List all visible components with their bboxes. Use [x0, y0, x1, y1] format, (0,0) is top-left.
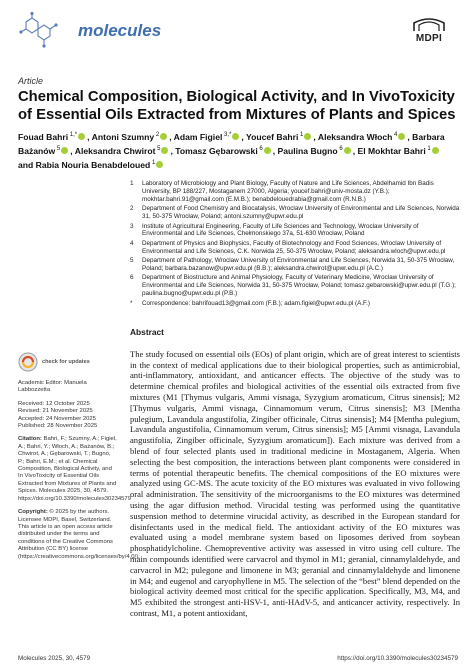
author-name[interactable]: Paulina Bugno [277, 145, 338, 156]
affiliation-text: Institute of Agricultural Engineering, Faculty of Life Sciences and Technology, Wroclaw University of Environmental and Life Sciences, Chełmonskiego 37a, 51-630 Wrocław, Poland [142, 222, 419, 238]
affiliation-number: 1 [130, 180, 134, 187]
author-name[interactable]: Antoni Szumny [91, 131, 155, 142]
orcid-icon[interactable] [160, 133, 167, 140]
author-name[interactable]: Fouad Bahri [18, 131, 69, 142]
author-affiliation-sup: 3,* [222, 132, 232, 138]
mdpi-logo[interactable] [408, 17, 450, 47]
article-type: Article [18, 76, 44, 86]
affiliation-item [130, 274, 460, 298]
check-updates-label: check for updates [42, 358, 90, 365]
orcid-icon[interactable] [264, 147, 271, 154]
citation-text: Bahri, F.; Szumny, A.; Figiel, A.; Bahri, Y.; Włoch, A.; Bażanów, B.; Chwirot, A.; Gębarowski, T.; Bugno, P.; Bahri, E.M.; et al. Chemical Composition, Biological Activity, and In VivoToxicity of Essential Oils Extracted from Mixtures of Plants and Spices. Molecules 2025, 30, 4579. https://doi.org/10.3390/molecules30234579 [18, 436, 131, 502]
affiliation-number: 6 [130, 274, 134, 282]
affiliation-item [130, 257, 460, 273]
orcid-icon[interactable] [156, 161, 163, 168]
abstract-label: Abstract [130, 327, 164, 337]
author-list: Fouad Bahri $^{1,*}$ , Antoni Szumny $^2$ , Adam Figiel $^{3,*}$ , Youcef Bahri $^1$ , Aleksandra Włoch $^4$ , Barbara Bażanów $^5$ , Aleksandra Chwirot $^5$ , Tomasz Gębarowski $^6$ , Paulina Bugno $^6$ , El Mokhtar Bahri $^1$ and Rabia Nouria Benabdeloued $^1$ [18, 131, 445, 170]
affiliation-item [130, 240, 460, 256]
molecules-logo-icon [18, 12, 62, 50]
author-name[interactable]: El Mokhtar Bahri [357, 145, 426, 156]
affiliation-text: Department of Biostructure and Animal Physiology, Faculty of Veterinary Medicine, Wroclaw University of Environmental and Life Sciences, Norwida 31, 50-375 Wrocław, Poland; tomasz.gebarowski@upwr.edu.pl (T.G.); paulina.bugno@upwr.edu.pl (P.B.) [142, 274, 456, 298]
affiliation-number: * [130, 299, 133, 307]
copyright-label: Copyright: [18, 509, 48, 516]
affiliation-text: Department of Food Chemistry and Biocatalysis, Wroclaw University of Environmental and Life Sciences, Norwida 31, 50-375 Wrocław, Poland; antoni.szumny@upwr.edu.pl [142, 205, 460, 221]
publisher-name: MDPI [415, 33, 443, 44]
footer-journal-ref: Molecules 2025, 30, 4579 [18, 655, 91, 662]
page-footer [18, 655, 458, 665]
publication-dates [18, 401, 118, 431]
accepted-date: Accepted: 24 November 2025 [18, 415, 96, 422]
orcid-icon[interactable] [304, 133, 311, 140]
author-name[interactable]: Youcef Bahri [246, 131, 299, 142]
affiliations [130, 180, 460, 309]
footer-doi-link[interactable]: https://doi.org/10.3390/molecules30234579 [337, 655, 458, 662]
academic-editor-label: Academic Editor: Manuela [18, 380, 87, 386]
author-name[interactable]: Aleksandra Włoch [317, 131, 393, 142]
journal-name[interactable]: molecules [78, 21, 162, 40]
affiliation-item [130, 180, 460, 204]
affiliation-number: 2 [130, 205, 134, 213]
received-date: Received: 12 October 2025 [18, 400, 90, 407]
author-affiliation-sup: 6 [257, 145, 263, 152]
author-affiliation-sup: 5 [155, 145, 161, 152]
author-name[interactable]: Aleksandra Chwirot [74, 145, 156, 156]
affiliation-text: Laboratory of Microbiology and Plant Biology, Faculty of Nature and Life Sciences, Abdelhamid Ibn Badis University, BP 188/227, Mostaganem 27000, Algeria; youcef.bahri@univ-mosta.dz (Y.B.); mokhtar.bahri.91@gmail.com (E.M.B.); benabdelouedrabia@gmail.com (R.N.B.) [142, 180, 434, 203]
author-name[interactable]: Tomasz Gębarowski [175, 145, 258, 156]
check-for-updates-button[interactable] [18, 352, 118, 372]
author-affiliation-sup: 1 [425, 145, 431, 152]
affiliation-text: Department of Pathology, Wroclaw University of Environmental and Life Sciences, Norwida 31, 50-375 Wrocław, Poland; barbara.bazanow@upwr.edu.pl (B.B.); aleksandra.chwirot@upwr.edu.pl (A.C.) [142, 257, 455, 273]
author-name[interactable]: Rabia Nouria Benabdeloued [35, 159, 151, 170]
author-joiner: and [18, 159, 36, 170]
academic-editor-name: Labbozzetta [18, 387, 51, 394]
affiliation-item [130, 223, 460, 239]
published-date: Published: 28 November 2025 [18, 423, 98, 430]
copyright-text: © 2025 by the authors. Licensee MDPI, Basel, Switzerland. This article is an open access article distributed under the terms and conditions of the Creative Commons Attribution (CC BY) license (https://creativecommons.org/licenses/by/4.0/). [18, 509, 140, 560]
orcid-icon[interactable] [432, 147, 439, 154]
author-affiliation-sup: 5 [55, 145, 61, 152]
citation-label: Citation: [18, 436, 42, 443]
author-affiliation-sup: 1,* [68, 132, 78, 138]
orcid-icon[interactable] [232, 133, 239, 140]
author-affiliation-sup: 6 [337, 145, 343, 152]
author-name[interactable]: Adam Figiel [173, 131, 223, 142]
orcid-icon[interactable] [344, 147, 351, 154]
revised-date: Revised: 21 November 2025 [18, 408, 93, 415]
check-updates-icon [18, 352, 38, 372]
affiliation-number: 4 [130, 239, 134, 247]
article-title: Chemical Composition, Biological Activity, and In VivoToxicity of Essential Oils Extracted from Mixtures of Plants and Spices [18, 89, 456, 123]
affiliation-text: Department of Physics and Biophysics, Faculty of Biotechnology and Food Sciences, Wroclaw University of Environmental and Life Sciences, C.K. Norwida 25, 50-375 Wrocław, Poland; aleksandra.wloch@upwr.edu.pl [142, 239, 446, 255]
copyright-block [18, 509, 140, 561]
journal-header [18, 12, 456, 52]
author-affiliation-sup: 4 [392, 132, 398, 138]
orcid-icon[interactable] [78, 133, 85, 140]
author-name[interactable]: Barbara Bażanów [18, 131, 445, 156]
citation-block [18, 436, 131, 503]
affiliation-number: 3 [130, 222, 134, 230]
orcid-icon[interactable] [398, 133, 405, 140]
affiliation-text: Correspondence: bahrifouad13@gmail.com (F.B.); adam.figiel@upwr.edu.pl (A.F.) [142, 299, 371, 307]
affiliation-item [130, 205, 460, 221]
affiliation-number: 5 [130, 257, 134, 265]
abstract-text: The study focused on essential oils (EOs) of plant origin, which are of great interest to scientists in the context of medical applications due to their biological properties, such as antimicrobial, anti-inflammatory, antioxidant, and anticancer effects. The objective of the study was to determine chemical profiles and biological activities of the essential oils extracted from five mixtures (M1 [Thymus vulgaris, Ammi visnaga, Syzygium aromaticum, Citrus sinensis]; M2 [Thymus vulgaris, Ammi visnaga, Cinnamomum verum, Citrus sinensis]; M3 [Mentha pulegium, Lavandula angustifolia, Zingiber officinale, Citrus sinensis]; M4 [Mentha pulegium, Lavandula angustifolia, Cinnamomum verum, Citrus sinensis]; M5 [Ammi visnaga, Lavandula angustifolia, Zingiber officinale, Syzygium aromaticum]). Each mixture was derived from a blend of four selected plants used in traditional medicine in Mostaganem, Algeria. When selecting the best composition, the interactions between plant components were considered in terms of potential therapeutic benefits. The chemical compositions of the EO mixtures were analyzed using GC-MS. The acute toxicity of the EO mixtures was evaluated in vivo following oral administration. The sensitivity of the microorganisms to the EO mixtures was determined using the agar diffusion method. Virucidal testing was performed using the quantitative suspension method to determine virucidal activity, as described in the European standard for disinfectants used in the medical field. The antioxidant activity of the EO mixtures was evaluated using a model membrane system based on liposomes derived from soybean phosphatidylcholine. Chemopreventive activity was assessed in vitro using cell culture. The main compounds identified were carvacrol and thymol in M1; geranial, cinnamylaldehyde, and carvacrol in M2; pulegone and limonene in M3; geranial and cinnamylaldehyde and limonene in M4; and eugenol and caryophyllene in M5. The selection of the “best” blend depended on the biological activity deemed most critical for the specific application. Specifically, M3, M4, and M5 exhibited the strongest anti-HSV-1, anti-HAdV-5, and anticancer activity, respectively. In contrast, M1, a potent antioxidant, [130, 348, 460, 618]
orcid-icon[interactable] [161, 147, 168, 154]
article-info-sidebar [18, 352, 140, 567]
affiliation-item [130, 300, 460, 308]
author-affiliation-sup: 1 [150, 159, 156, 166]
academic-editor [18, 380, 118, 395]
orcid-icon[interactable] [61, 147, 68, 154]
author-affiliation-sup: 2 [154, 132, 160, 138]
author-affiliation-sup: 1 [298, 132, 304, 138]
abstract-section [130, 327, 460, 619]
